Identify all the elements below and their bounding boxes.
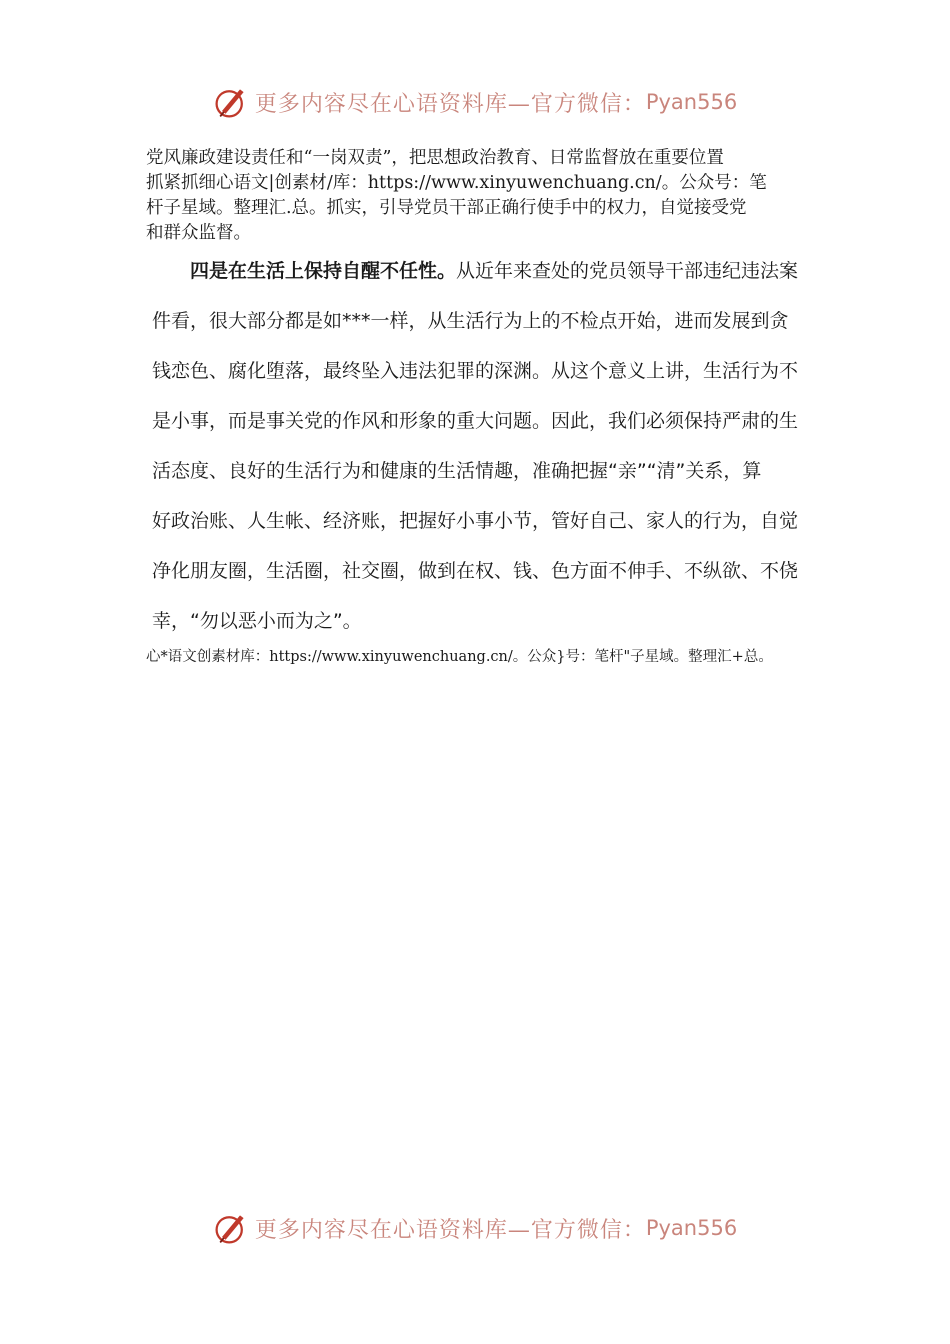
quill-pen-logo-icon xyxy=(213,1210,249,1246)
paragraph-1 xyxy=(146,146,806,246)
paragraph-2-line: 幸，“勿以恶小而为之”。 xyxy=(152,610,362,632)
paragraph-2-first-line xyxy=(152,252,812,302)
banner-text: 更多内容尽在心语资料库—官方微信： xyxy=(254,1217,646,1243)
paragraph-2-line: 钱恋色、腐化堕落，最终坠入违法犯罪的深渊。从这个意义上讲，生活行为不 xyxy=(152,360,799,382)
header-banner xyxy=(0,82,950,122)
paragraph-2-line: 是小事，而是事关党的作风和形象的重大问题。因此，我们必须保持严肃的生 xyxy=(152,410,799,432)
paragraph-1-line: 和群众监督。 xyxy=(146,223,251,243)
paragraph-2 xyxy=(152,252,812,652)
paragraph-2-line: 好政治账、人生帐、经济账，把握好小事小节，管好自己、家人的行为，自觉 xyxy=(152,510,799,532)
footer-banner xyxy=(0,1208,950,1248)
banner-wechat-id: Pyan556 xyxy=(645,1216,738,1240)
quill-pen-logo-icon xyxy=(213,84,249,120)
paragraph-1-line: 杆子星域。整理汇.总。抓实，引导党员干部正确行使手中的权力，自觉接受党 xyxy=(146,198,747,218)
banner-wechat-id: Pyan556 xyxy=(645,90,738,114)
paragraph-2-first-line-text: 从近年来查处的党员领导干部违纪违法案 xyxy=(456,260,799,282)
paragraph-2-line: 件看，很大部分都是如***一样，从生活行为上的不检点开始，进而发展到贪 xyxy=(152,310,789,332)
paragraph-2-line: 活态度、良好的生活行为和健康的生活情趣，准确把握“亲”“清”关系，算 xyxy=(152,460,762,482)
paragraph-1-line: 党风廉政建设责任和“一岗双责”，把思想政治教育、日常监督放在重要位置 xyxy=(146,148,724,168)
paragraph-2-heading: 四是在生活上保持自醒不任性。 xyxy=(190,260,457,282)
paragraph-1-line: 抓紧抓细心语文|创素材/库：https://www.xinyuwenchuang.cn/。公众号：笔 xyxy=(146,173,767,193)
banner-text: 更多内容尽在心语资料库—官方微信： xyxy=(254,91,646,117)
source-note: 心*语文创素材库：https://www.xinyuwenchuang.cn/。公众}号：笔杆"子星域。整理汇+总。 xyxy=(146,649,773,665)
paragraph-2-line: 净化朋友圈，生活圈，社交圈，做到在权、钱、色方面不伸手、不纵欲、不侥 xyxy=(152,560,799,582)
